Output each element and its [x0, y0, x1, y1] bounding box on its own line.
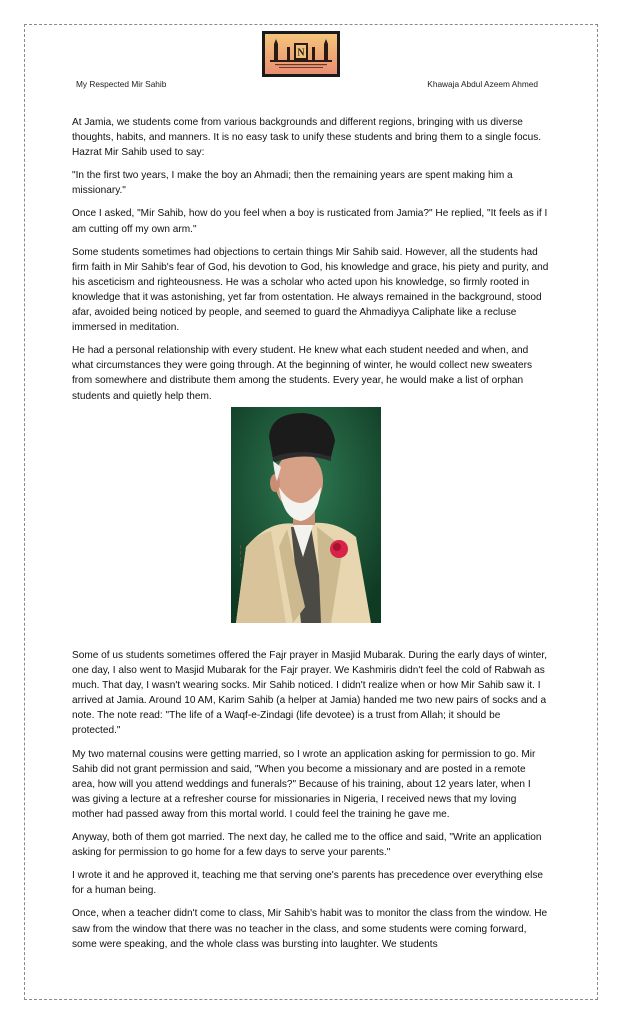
- svg-text:~ ~ ~ ~: ~ ~ ~ ~: [238, 544, 245, 567]
- header-left-title: My Respected Mir Sahib: [76, 79, 167, 89]
- paragraph: "In the first two years, I make the boy an Ahmadi; then the remaining years are spent making him a missionary.": [72, 170, 513, 197]
- paragraph: Once I asked, "Mir Sahib, how do you feel when a boy is rusticated from Jamia?" He replied, "It feels as if I am cutting off my own arm.": [72, 208, 548, 235]
- paragraph: My two maternal cousins were getting married, so I wrote an application asking for permission to go. Mir Sahib did not grant permission and said, "When you become a missionary and are posted in a remote area, how will you attend weddings and funerals?" Because of his training, about 12 years later, when I was giving a lecture at a refresher course for missionaries in Nigeria, I received news that my loving mother had passed away from this mortal world. I could feel the training he gave me.: [72, 748, 536, 820]
- header-right-author: Khawaja Abdul Azeem Ahmed: [427, 79, 538, 89]
- paragraph: I wrote it and he approved it, teaching me that serving one's parents has precedence over everything else for a human being.: [72, 870, 544, 897]
- paragraph: Once, when a teacher didn't come to class, Mir Sahib's habit was to monitor the class from the window. He saw from the window that there was no teacher in the class, and some students were coming forward, some were speaking, and the whole class was bursting into laughter. We students: [72, 908, 548, 950]
- paragraph: Anyway, both of them got married. The next day, he called me to the office and said, "Write an application asking for permission to go home for a few days to serve your parents.": [72, 832, 542, 859]
- paragraph: Some students sometimes had objections to certain things Mir Sahib said. However, all the students had firm faith in Mir Sahib's fear of God, his devotion to God, his knowledge and grace, his piety and purity, and his asceticism and righteousness. He was a scholar who acted upon his knowledge, so firmly rooted in knowledge that it was astonishing, yet far from ostentation. He always remained in the background, stood afar, avoided being noticed by people, and seemed to guard the Ahmadiyya Caliphate like a recluse immersed in meditation.: [72, 246, 549, 334]
- portrait-photo: [231, 407, 381, 623]
- article-body-top: [72, 115, 550, 412]
- logo: [262, 31, 340, 77]
- paragraph: He had a personal relationship with every student. He knew what each student needed and when, and what circumstances they were going through. At the beginning of winter, he would collect new sweaters from somewhere and distribute them among the students. Every year, he would make a list of orphan students and quietly help them.: [72, 345, 533, 402]
- paragraph: Some of us students sometimes offered the Fajr prayer in Masjid Mubarak. During the early days of winter, one day, I also went to Masjid Mubarak for the Fajr prayer. We Kashmiris didn't feel the cold of Rabwah as much. That day, I wasn't wearing socks. Mir Sahib noticed. I didn't realize when or how Mir Sahib saw it. I arrived at Jamia. Around 10 AM, Karim Sahib (a helper at Jamia) handed me two new pairs of socks and a note. The note read: "The life of a Waqf-e-Zindagi (life devotee) is a trust from Allah; it should be protected.": [72, 650, 547, 737]
- svg-text:N: N: [297, 47, 305, 59]
- mosque-minaret-emblem-icon: [265, 34, 337, 74]
- paragraph: At Jamia, we students come from various backgrounds and different regions, bringing with us diverse thoughts, habits, and manners. It is no easy task to unify these students and bring them to a single focus. Hazrat Mir Sahib used to say:: [72, 117, 542, 159]
- article-body-bottom: [72, 648, 550, 960]
